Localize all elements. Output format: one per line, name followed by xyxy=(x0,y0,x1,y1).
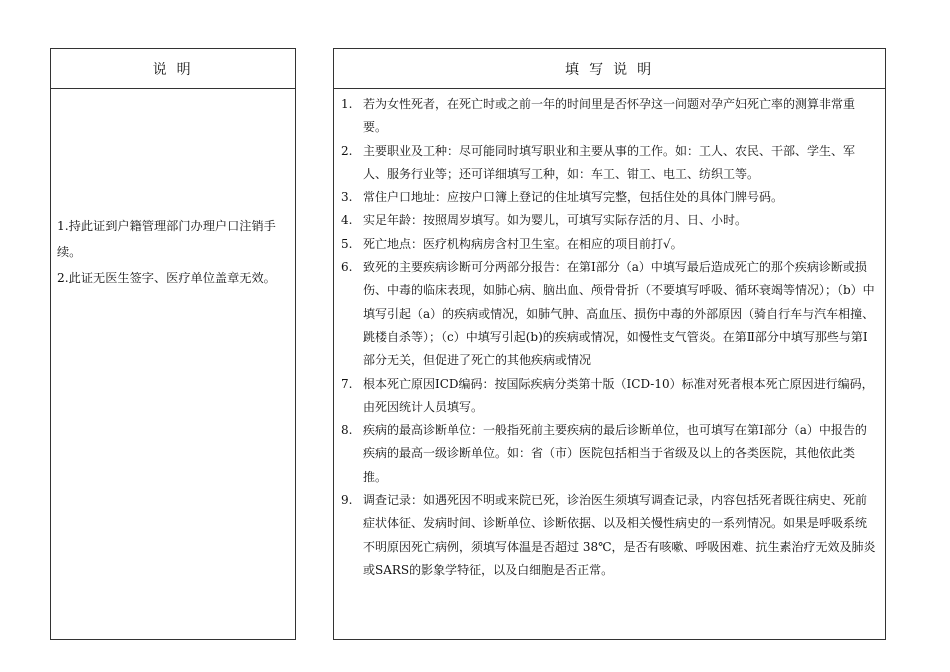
notes-panel-title: 说 明 xyxy=(51,49,295,89)
instruction-item xyxy=(338,186,877,209)
item-number: 1. xyxy=(341,97,353,111)
instruction-item xyxy=(338,93,877,140)
item-number: 8. xyxy=(341,423,353,438)
item-text: 常住户口地址：应按户口簿上登记的住址填写完整，包括住处的具体门牌号码。 xyxy=(363,190,784,205)
item-number: 4. xyxy=(341,213,353,228)
item-text: 实足年龄：按照周岁填写。如为婴儿，可填写实际存活的月、日、小时。 xyxy=(363,213,748,228)
note-item: 1.持此证到户籍管理部门办理户口注销手续。 xyxy=(57,219,276,259)
instruction-item xyxy=(338,373,877,420)
item-number: 7. xyxy=(341,376,353,391)
item-text: 主要职业及工种：尽可能同时填写职业和主要从事的工作。如：工人、农民、干部、学生、军人、服务行业等；还可详细填写工种，如：车工、钳工、电工、纺织工等。 xyxy=(363,143,856,181)
instruction-item xyxy=(338,233,877,256)
instructions-panel-title: 填 写 说 明 xyxy=(334,49,885,89)
note-item: 2.此证无医生签字、医疗单位盖章无效。 xyxy=(57,271,276,285)
item-number: 5. xyxy=(341,236,353,251)
instructions-body xyxy=(334,89,885,582)
item-text: 调查记录：如遇死因不明或来院已死，诊治医生须填写调查记录，内容包括死者既往病史、死前症状体征、发病时间、诊断单位、诊断依据、以及相关慢性病史的一系列情况。如果是呼吸系统不明原因死亡病例，须填写体温是否超过 38℃，是否有咳嗽、呼吸困难、抗生素治疗无效及肺炎或SARS的影象学特征，以及白细胞是否正常。 xyxy=(363,493,876,577)
instruction-item xyxy=(338,489,877,582)
instruction-item xyxy=(338,209,877,232)
instructions-list xyxy=(338,93,877,582)
item-text: 根本死亡原因ICD编码：按国际疾病分类第十版（ICD-10）标准对死者根本死亡原因进行编码，由死因统计人员填写。 xyxy=(363,376,874,414)
item-number: 9. xyxy=(341,493,353,508)
instruction-item xyxy=(338,419,877,489)
item-text: 死亡地点：医疗机构病房含村卫生室。在相应的项目前打√。 xyxy=(363,236,683,251)
notes-body xyxy=(51,89,295,291)
instruction-item xyxy=(338,256,877,372)
item-text: 疾病的最高诊断单位：一般指死前主要疾病的最后诊断单位，也可填写在第Ⅰ部分（a）中报告的疾病的最高一级诊断单位。如：省（市）医院包括相当于省级及以上的各类医院，其他依此类推。 xyxy=(363,423,867,484)
item-text: 致死的主要疾病诊断可分两部分报告：在第Ⅰ部分（a）中填写最后造成死亡的那个疾病诊断或损伤、中毒的临床表现，如肺心病、脑出血、颅骨骨折（不要填写呼吸、循环衰竭等情况）；（b）中填写引起（a）的疾病或情况，如肺气肿、高血压、损伤中毒的外部原因（骑自行车与汽车相撞、跳楼自杀等）；（c）中填写引起(b)的疾病或情况，如慢性支气管炎。在第Ⅱ部分中填写那些与第Ⅰ部分无关，但促进了死亡的其他疾病或情况 xyxy=(363,260,875,368)
instructions-panel xyxy=(333,48,886,640)
instruction-item xyxy=(338,140,877,187)
item-number: 2. xyxy=(341,143,353,158)
item-number: 6. xyxy=(341,260,353,275)
item-number: 3. xyxy=(341,190,353,205)
notes-panel xyxy=(50,48,296,640)
item-text: 若为女性死者，在死亡时或之前一年的时间里是否怀孕这一问题对孕产妇死亡率的测算非常重要。 xyxy=(363,97,856,135)
